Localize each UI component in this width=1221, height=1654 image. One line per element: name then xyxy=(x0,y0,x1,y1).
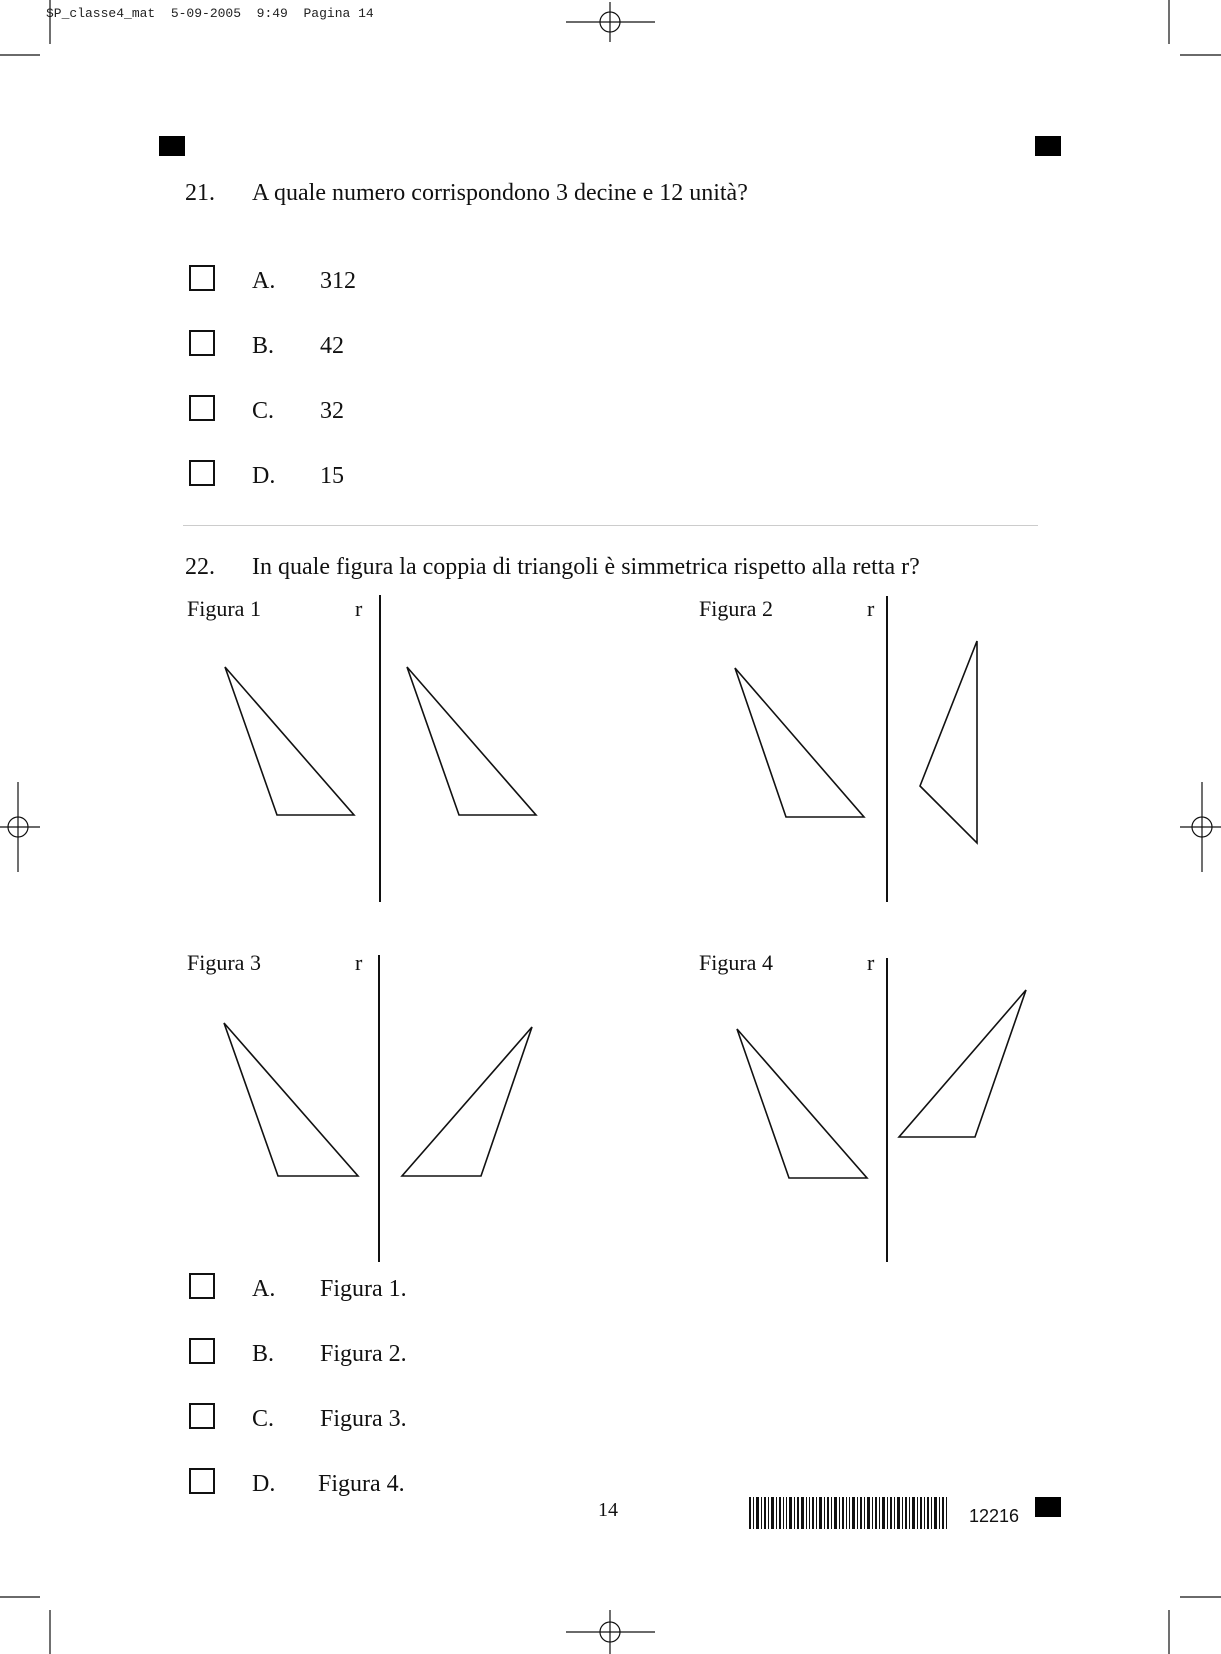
question21-option-a-checkbox[interactable] xyxy=(189,265,215,291)
question21-option-b-checkbox[interactable] xyxy=(189,330,215,356)
barcode xyxy=(749,1497,947,1529)
page-number: 14 xyxy=(598,1499,618,1521)
figure3-axis-label: r xyxy=(355,950,363,975)
figure2-title: Figura 2 xyxy=(699,596,773,621)
question22-option-a-letter: A. xyxy=(252,1276,276,1302)
question21-option-c-value: 32 xyxy=(320,398,344,424)
section-divider xyxy=(183,525,1038,526)
header-date: 5-09-2005 xyxy=(170,6,242,21)
corner-marker-top-left xyxy=(159,136,185,156)
header-page-label: Pagina 14 xyxy=(303,6,374,21)
figure1-right-triangle xyxy=(407,667,536,815)
registration-mark-left xyxy=(0,782,40,872)
figure4-left-triangle xyxy=(737,1029,867,1178)
figure4-title: Figura 4 xyxy=(699,950,773,975)
question21-option-b-letter: B. xyxy=(252,333,275,359)
question21-option-c-letter: C. xyxy=(252,398,275,424)
question22-option-c-value: Figura 3. xyxy=(320,1406,407,1432)
question22-option-a-checkbox[interactable] xyxy=(189,1273,215,1299)
question22-option-d-value: Figura 4. xyxy=(318,1471,405,1497)
question21-number: 21. xyxy=(185,180,215,206)
question21-text: A quale numero corrispondono 3 decine e 12 unità? xyxy=(252,180,748,206)
figure2-axis-label: r xyxy=(867,596,875,621)
figure3-title: Figura 3 xyxy=(187,950,261,975)
header-time: 9:49 xyxy=(256,6,288,21)
question21-option-d-checkbox[interactable] xyxy=(189,460,215,486)
question22-number: 22. xyxy=(185,554,215,580)
corner-marker-bottom-right xyxy=(1035,1497,1061,1517)
question22-option-c-letter: C. xyxy=(252,1406,275,1432)
figure2-right-triangle xyxy=(920,641,977,843)
figure2-left-triangle xyxy=(735,668,864,817)
question22-option-d-checkbox[interactable] xyxy=(189,1468,215,1494)
figure1-axis-label: r xyxy=(355,596,363,621)
question22-option-a-value: Figura 1. xyxy=(320,1276,407,1302)
question21-option-c-checkbox[interactable] xyxy=(189,395,215,421)
figure3-right-triangle xyxy=(402,1027,532,1176)
figure1-title: Figura 1 xyxy=(187,596,261,621)
registration-mark-top xyxy=(566,2,655,42)
figure3-left-triangle xyxy=(224,1023,358,1176)
question22-option-c-checkbox[interactable] xyxy=(189,1403,215,1429)
question21-option-d-value: 15 xyxy=(320,463,344,489)
question21-option-a-letter: A. xyxy=(252,268,276,294)
registration-mark-bottom xyxy=(566,1610,655,1654)
question22-option-b-checkbox[interactable] xyxy=(189,1338,215,1364)
corner-marker-top-right xyxy=(1035,136,1061,156)
question22-text: In quale figura la coppia di triangoli è simmetrica rispetto alla retta r? xyxy=(252,554,920,580)
barcode-number: 12216 xyxy=(969,1506,1020,1526)
figure1-left-triangle xyxy=(225,667,354,815)
question21-option-a-value: 312 xyxy=(320,268,356,294)
registration-mark-right xyxy=(1180,782,1221,872)
figure4-axis-label: r xyxy=(867,950,875,975)
figure4-right-triangle xyxy=(899,990,1026,1137)
question21-option-d-letter: D. xyxy=(252,463,276,489)
question21-option-b-value: 42 xyxy=(320,333,344,359)
header-file-name: SP_classe4_mat xyxy=(46,6,156,21)
question22-option-b-value: Figura 2. xyxy=(320,1341,407,1367)
question22-option-d-letter: D. xyxy=(252,1471,276,1497)
question22-option-b-letter: B. xyxy=(252,1341,275,1367)
